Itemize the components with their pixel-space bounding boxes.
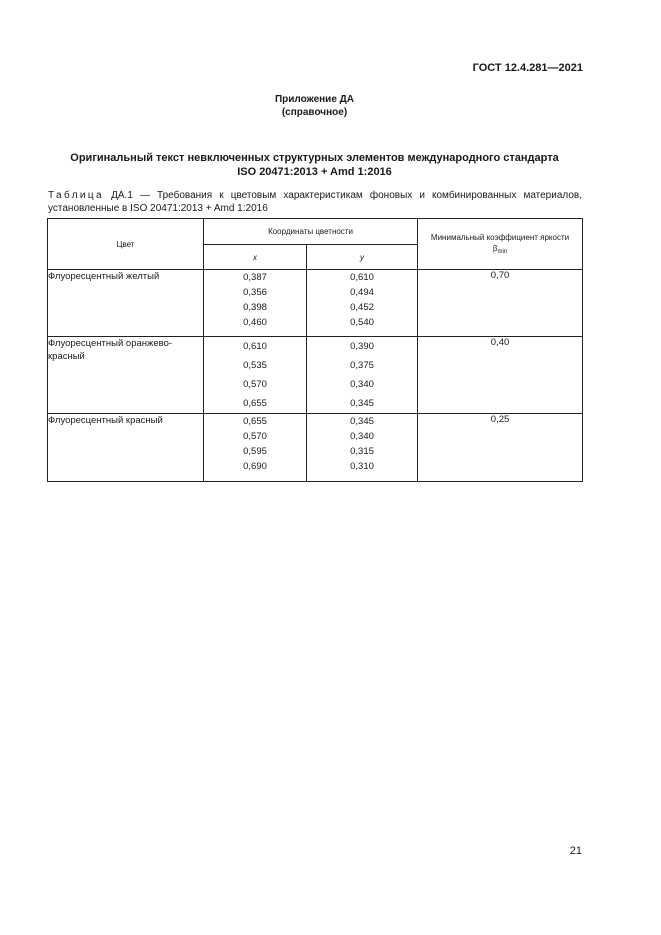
x-value: 0,610 bbox=[243, 341, 267, 352]
x-value: 0,535 bbox=[243, 360, 267, 371]
section-title-line1: Оригинальный текст невключенных структурных элементов международного стандарта bbox=[70, 152, 559, 164]
x-value: 0,655 bbox=[243, 398, 267, 409]
annex-subtitle: (справочное) bbox=[281, 107, 348, 118]
table-caption-text: ДА.1 — Требования к цветовым характеристикам фоновых и комбинированных материалов, установленные в ISO 20471:2013 + Amd 1:2016 bbox=[48, 190, 582, 214]
x-value: 0,398 bbox=[243, 302, 267, 313]
beta-value: 0,70 bbox=[418, 270, 583, 337]
y-values bbox=[307, 270, 417, 330]
x-value: 0,356 bbox=[243, 287, 267, 298]
section-title-line2: ISO 20471:2013 + Amd 1:2016 bbox=[237, 166, 392, 178]
x-value: 0,387 bbox=[243, 272, 267, 283]
x-value: 0,690 bbox=[243, 461, 267, 472]
beta-value: 0,40 bbox=[418, 337, 583, 414]
x-values bbox=[204, 337, 306, 413]
table-row bbox=[48, 270, 583, 337]
table-row bbox=[48, 337, 583, 414]
chromaticity-table bbox=[47, 218, 583, 482]
header-beta-sub: min bbox=[497, 249, 508, 255]
header-beta-label: Минимальный коэффициент яркости bbox=[430, 233, 570, 242]
y-values bbox=[307, 414, 417, 474]
row-name: Флуоресцентный красный bbox=[48, 414, 204, 482]
y-value: 0,375 bbox=[350, 360, 374, 371]
table-caption-label: Таблица bbox=[48, 190, 105, 201]
header-y: y bbox=[307, 245, 418, 270]
y-value: 0,390 bbox=[350, 341, 374, 352]
y-value: 0,345 bbox=[350, 398, 374, 409]
y-value: 0,340 bbox=[350, 431, 374, 442]
x-value: 0,570 bbox=[243, 379, 267, 390]
x-value: 0,460 bbox=[243, 317, 267, 328]
y-value: 0,315 bbox=[350, 446, 374, 457]
y-value: 0,340 bbox=[350, 379, 374, 390]
header-x: x bbox=[204, 245, 307, 270]
page-number: 21 bbox=[569, 845, 582, 857]
x-values bbox=[204, 270, 306, 330]
y-value: 0,540 bbox=[350, 317, 374, 328]
annex-title: Приложение ДА bbox=[274, 94, 355, 105]
table-caption bbox=[48, 189, 582, 215]
header-beta bbox=[418, 219, 583, 270]
section-title bbox=[0, 151, 629, 179]
y-value: 0,452 bbox=[350, 302, 374, 313]
annex-heading bbox=[0, 93, 629, 119]
x-value: 0,570 bbox=[243, 431, 267, 442]
y-value: 0,310 bbox=[350, 461, 374, 472]
beta-value: 0,25 bbox=[418, 414, 583, 482]
y-values bbox=[307, 337, 417, 413]
x-values bbox=[204, 414, 306, 474]
row-name: Флуоресцентный желтый bbox=[48, 270, 204, 337]
table-row bbox=[48, 414, 583, 482]
standard-code: ГОСТ 12.4.281—2021 bbox=[472, 62, 583, 74]
x-value: 0,655 bbox=[243, 416, 267, 427]
header-color: Цвет bbox=[48, 219, 204, 270]
x-value: 0,595 bbox=[243, 446, 267, 457]
y-value: 0,345 bbox=[350, 416, 374, 427]
y-value: 0,494 bbox=[350, 287, 374, 298]
y-value: 0,610 bbox=[350, 272, 374, 283]
row-name: Флуоресцентный оранжево-красный bbox=[48, 337, 204, 414]
header-coords: Координаты цветности bbox=[204, 219, 418, 245]
header-beta-symbol: β bbox=[492, 244, 498, 253]
